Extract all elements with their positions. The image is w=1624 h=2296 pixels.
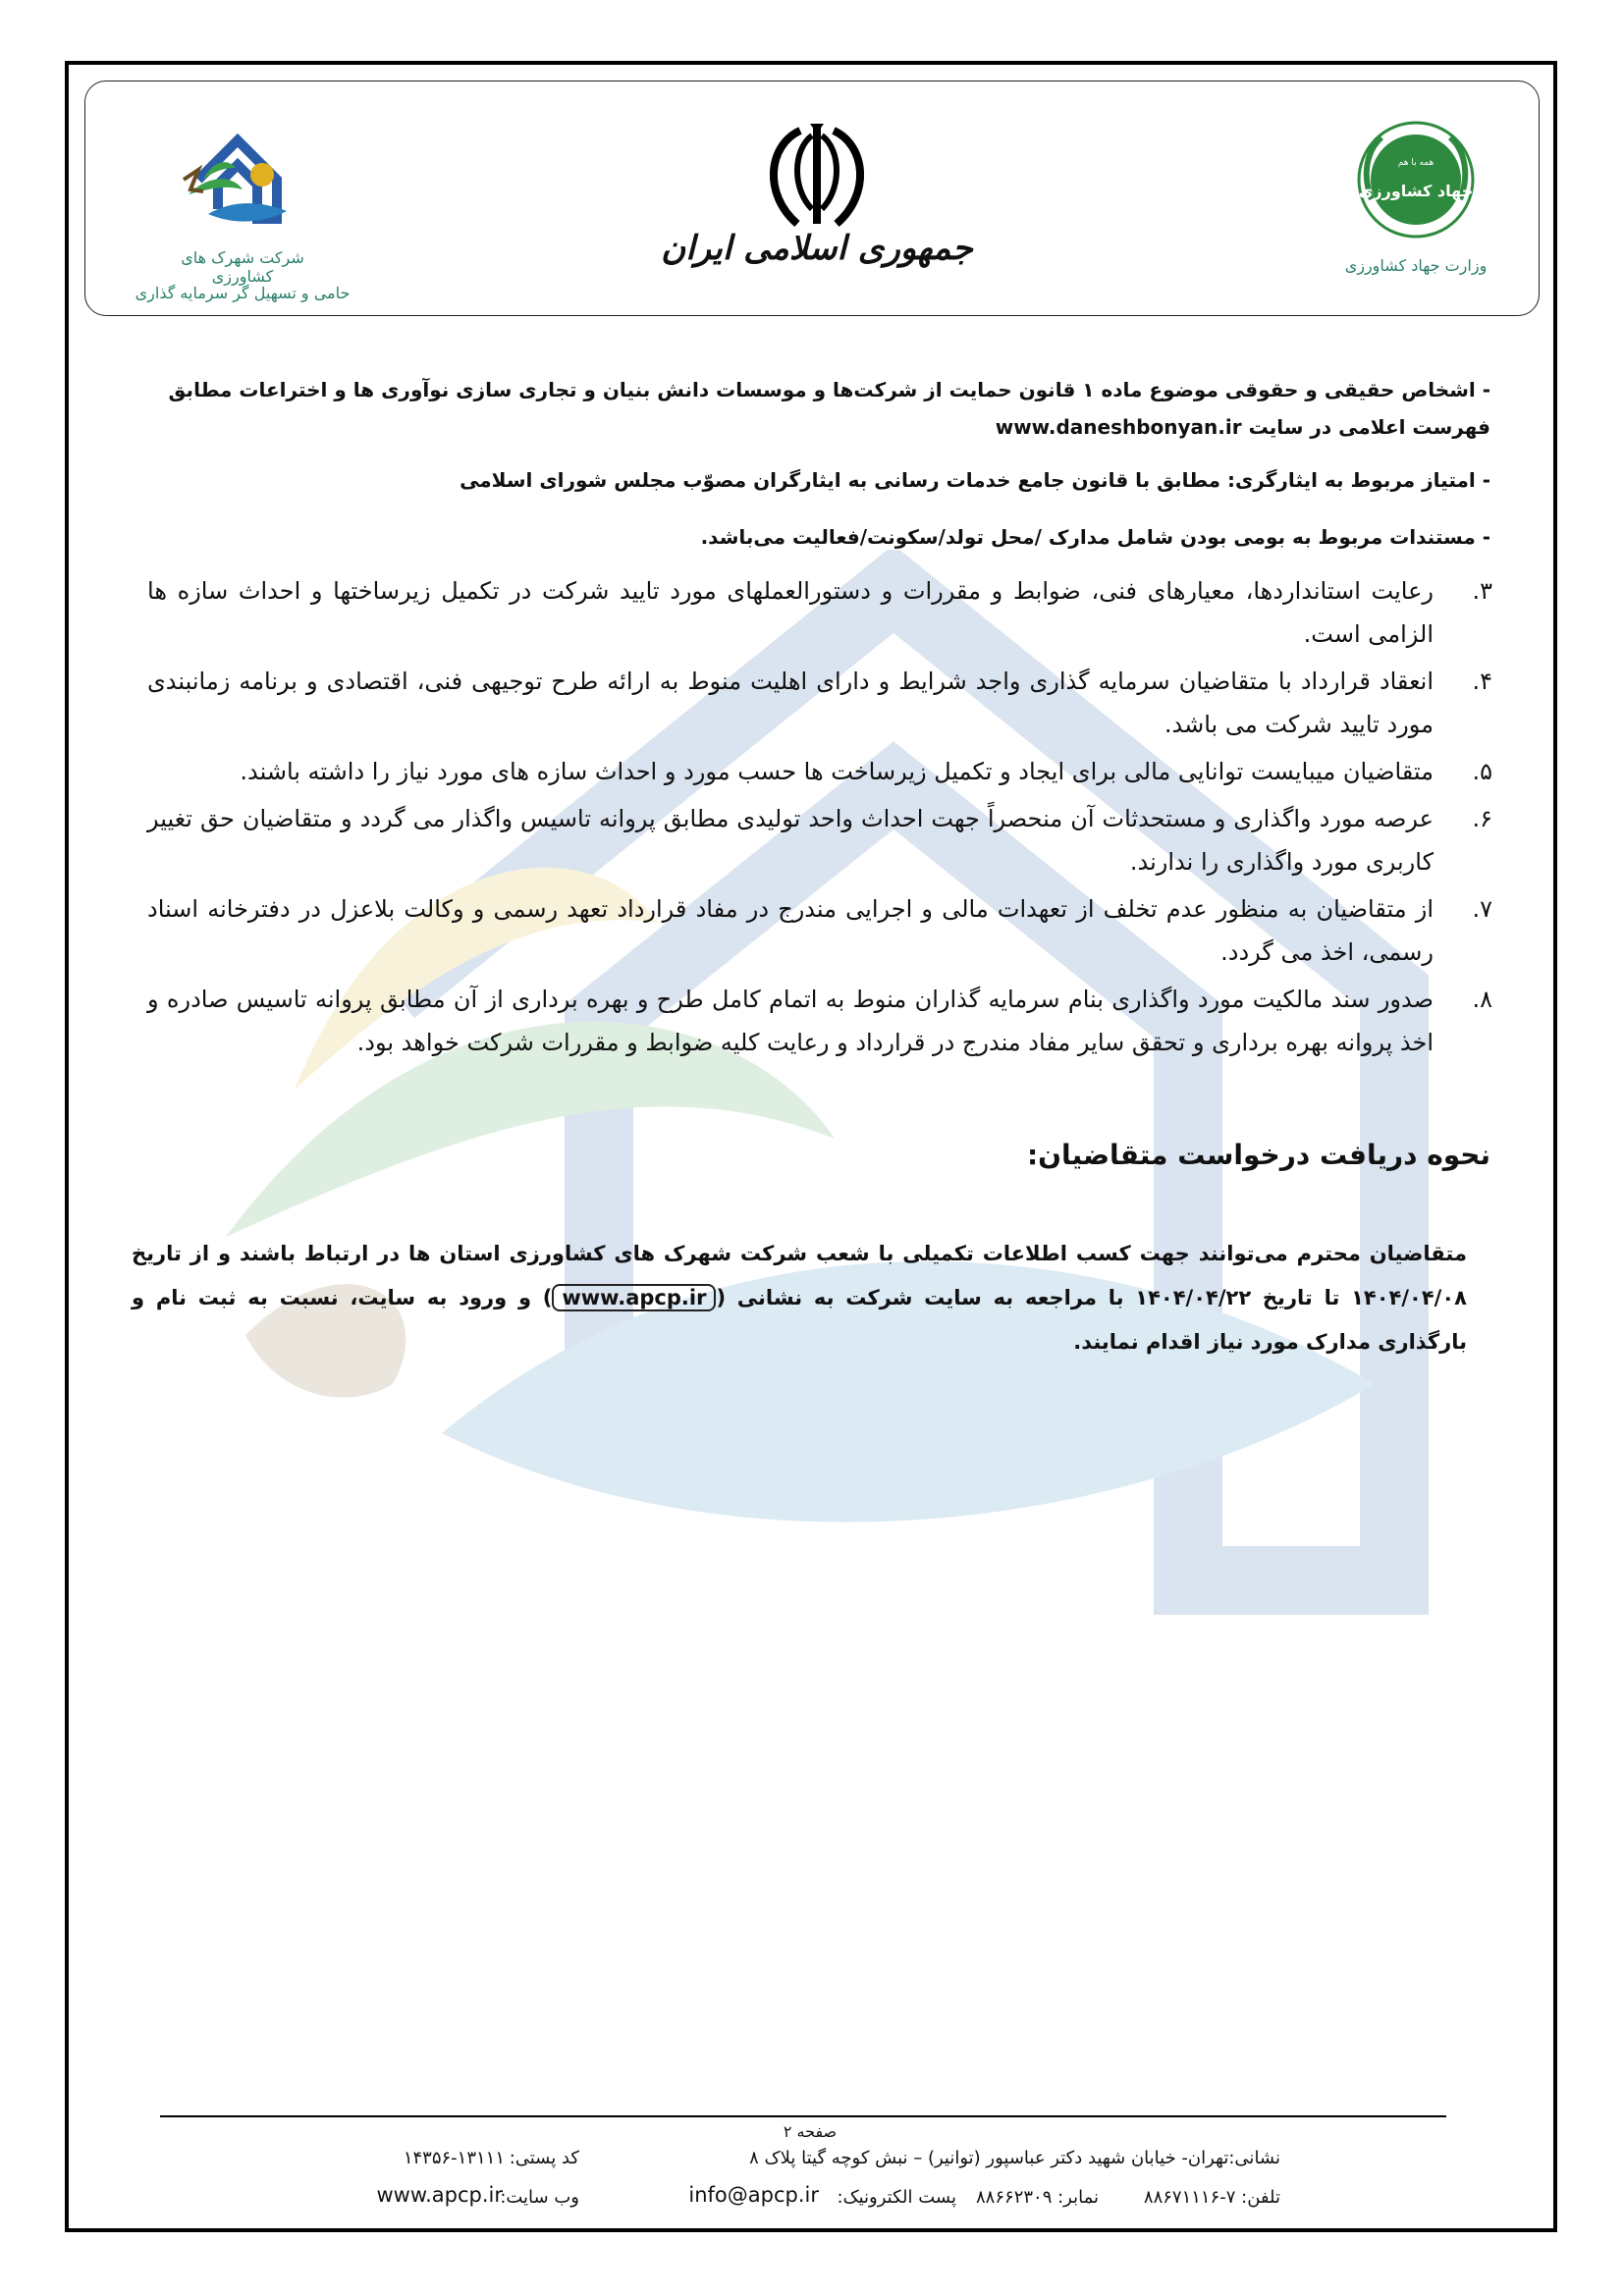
ministry-logo-text: جهاد کشاورزی	[1358, 182, 1474, 200]
item-text: متقاضیان میبایست توانایی مالی برای ایجاد و تکمیل زیرساخت ها حسب مورد و احداث سازه های مورد نیاز را داشته باشند.	[240, 758, 1434, 785]
footer-fax: نمابر: ۸۸۶۶۲۳۰۹	[976, 2187, 1099, 2208]
item-text: صدور سند مالکیت مورد واگذاری بنام سرمایه گذاران منوط به اتمام کامل طرح و بهره برداری از آن مطابق پروانه تاسیس صادره و اخذ پروانه بهره برداری و تحقق سایر مفاد مندرج در قرارداد و رعایت کلیه ضوابط و مقررات شرکت خواهد بود.	[147, 986, 1434, 1056]
footer-phone: تلفن: ۷-۸۸۶۷۱۱۱۶	[1143, 2187, 1280, 2208]
list-item	[147, 569, 1492, 656]
ministry-logo-top: همه با هم	[1397, 158, 1435, 168]
list-item	[147, 887, 1492, 974]
closing-text-2: ) و ورود به سایت، نسبت به ثبت نام و بارگذاری مدارک مورد نیاز اقدام نمایند.	[132, 1286, 1467, 1354]
conditions-list	[147, 569, 1492, 1068]
footer-postal-label: کد پستی:	[509, 2148, 579, 2168]
item-number: ۶.	[1472, 805, 1492, 832]
closing-text-1: متقاضیان محترم می‌توانند جهت کسب اطلاعات تکمیلی با شعب شرکت شهرک های کشاورزی استان ها در ارتباط باشند و از تاریخ ۱۴۰۴/۰۴/۰۸ تا تاریخ ۱۴۰۴/۰۴/۲۲ با مراجعه به سایت شرکت به نشانی (	[132, 1242, 1467, 1309]
list-item	[147, 660, 1492, 746]
footer-email[interactable]: info@apcp.ir	[688, 2183, 819, 2207]
closing-paragraph	[132, 1232, 1467, 1364]
item-number: ۴.	[1472, 667, 1492, 695]
footer-address: نشانی:تهران- خیابان شهید دکتر عباسپور (توانیر) – نبش کوچه گیتا پلاک ۸	[749, 2148, 1280, 2168]
list-item	[147, 978, 1492, 1064]
company-slogan: حامی و تسهیل گر سرمایه گذاری	[135, 284, 351, 302]
list-item	[147, 750, 1492, 793]
bullet-native-docs: - مستندات مربوط به بومی بودن شامل مدارک /محل تولد/سکونت/فعالیت می‌باشد.	[700, 525, 1490, 549]
footer-postal-value: ۱۴۳۵۶-۱۳۱۱۱	[403, 2148, 505, 2168]
ministry-caption: وزارت جهاد کشاورزی	[1344, 256, 1488, 275]
footer-divider	[160, 2115, 1446, 2117]
item-text: عرصه مورد واگذاری و مستحدثات آن منحصراً جهت احداث واحد تولیدی مطابق پروانه تاسیس واگذار می گردد و متقاضیان حق تغییر کاربری مورد واگذاری را ندارند.	[147, 805, 1434, 876]
item-text: انعقاد قرارداد با متقاضیان سرمایه گذاری واجد شرایط و دارای اهلیت منوط به ارائه طرح توجیهی فنی، اقتصادی و برنامه زمانبندی مورد تایید شرکت می باشد.	[147, 667, 1434, 738]
iran-emblem-icon	[753, 116, 881, 243]
item-number: ۸.	[1472, 986, 1492, 1013]
section-title: نحوه دریافت درخواست متقاضیان:	[1026, 1139, 1490, 1171]
footer-email-label: پست الکترونیک:	[837, 2187, 956, 2208]
page-number: صفحه ۲	[783, 2122, 838, 2141]
bullet-knowledge-based: - اشخاص حقیقی و حقوقی موضوع ماده ۱ قانون حمایت از شرکت‌ها و موسسات دانش بنیان و تجاری سازی نوآوری ها و اختراعات مطابق فهرست اعلامی در سایت www.daneshbonyan.ir	[168, 378, 1490, 439]
ministry-logo-icon	[1352, 116, 1480, 243]
footer-web-label: وب سایت:	[500, 2187, 579, 2208]
footer-web[interactable]: www.apcp.ir	[376, 2183, 503, 2207]
list-item	[147, 797, 1492, 883]
letterhead	[84, 80, 1540, 316]
item-number: ۷.	[1472, 895, 1492, 923]
company-logo-icon	[179, 121, 297, 239]
bullet-veterans: - امتیاز مربوط به ایثارگری: مطابق با قانون جامع خدمات رسانی به ایثارگران مصوّب مجلس شورای اسلامی	[460, 468, 1490, 492]
website-link[interactable]: www.apcp.ir	[552, 1284, 716, 1311]
company-caption: شرکت شهرک های کشاورزی	[181, 248, 304, 286]
item-text: رعایت استانداردها، معیارهای فنی، ضوابط و مقررات و دستورالعملهای مورد تایید شرکت در تکمیل زیرساختها و احداث سازه ها الزامی است.	[147, 577, 1434, 648]
item-number: ۳.	[1472, 577, 1492, 605]
item-number: ۵.	[1472, 758, 1492, 785]
item-text: از متقاضیان به منظور عدم تخلف از تعهدات مالی و اجرایی مندرج در مفاد قرارداد تعهد رسمی و وکالت بلاعزل در دفترخانه اسناد رسمی، اخذ می گردد.	[147, 895, 1434, 966]
republic-title: جمهوری اسلامی ایران	[661, 229, 973, 268]
